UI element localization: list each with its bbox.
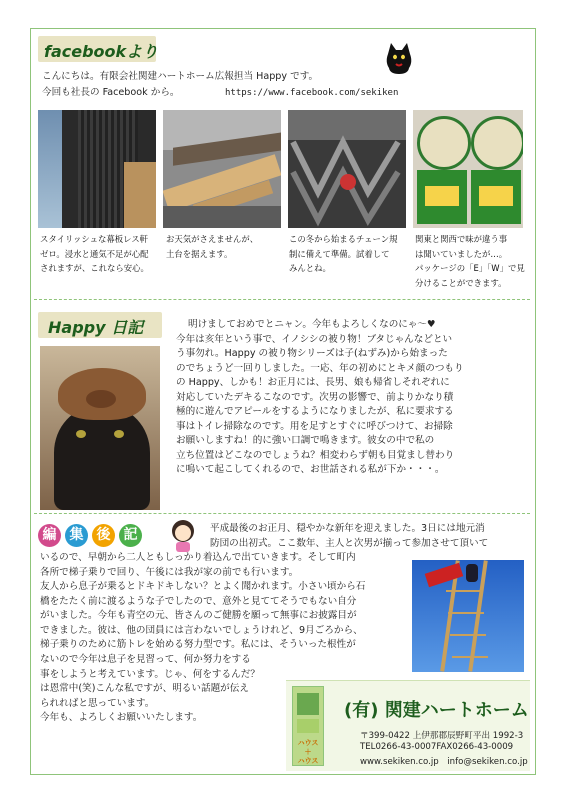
editor-avatar-icon <box>168 518 198 552</box>
facebook-intro-line2: 今回も社長の Facebook から。 <box>42 87 180 98</box>
happy-line: の Happy、しかも！お正月には、長男、娘も帰省しそれぞれに <box>176 377 450 388</box>
ladder-performance-photo <box>412 560 524 672</box>
editor-top-text: 平成最後のお正月、穏やかな新年を迎えました。3日には地元消 防団の出初式。ここ数年、主人と次男が揃って参加させて頂いて <box>210 523 489 549</box>
editor-title-char: 集 <box>65 524 88 547</box>
editor-title-char: 編 <box>38 524 61 547</box>
caption-instant-noodle: 関東と関西で味が違う事 は聞いていましたが…。 パッケージの「E」「W」で見 分けることができます。 <box>415 234 525 288</box>
editor-title <box>38 524 146 547</box>
facebook-title: facebookより <box>44 42 159 61</box>
company-phone-fax: TEL0266-43-0007FAX0266-43-0009 <box>360 742 514 752</box>
happy-line: のでちょうど一回りしました。一応、年の初めにとキメ顔のつもり <box>176 362 464 374</box>
editor-title-char: 後 <box>92 524 115 547</box>
company-name: (有) 関建ハートホーム <box>344 700 529 721</box>
happy-line: 今年は亥年という事で、イノシシの被り物！ブタじゃんなどとい <box>176 333 453 345</box>
happy-line: う事勿れ。Happy の被り物シリーズは子(ねずみ)から始まった <box>176 348 448 359</box>
happy-line: 立ち位置はどこなのでしょうね？相変わらず朝も目覚まし替わり <box>176 449 455 461</box>
happy-line: 明けましておめでとニャン。今年もよろしくなのにゃ〜♥ <box>188 319 436 330</box>
happy-line: 事はトイレ掃除なのです。用を足すとすぐに呼びつけて、お掃除 <box>176 420 453 432</box>
happy-cat-photo <box>40 346 160 510</box>
facebook-url-link[interactable]: https://www.facebook.com/sekiken <box>225 88 399 98</box>
happy-line: 極的に遊んでアピールをするようになりましたが、私に要求する <box>176 406 454 417</box>
editor-mid-text: いるので、早朝から二人ともしっかり着込んで出ていきます。そして町内 各所で梯子乗りで回り、午後には我が家の前でも行います。 友人から息子が乗るとドキドキしない？とよく聞かれます。小さい頃から石 橋をたたく前に渡るような子でしたので、意外と見ててそうでもない自分 がいました。今年も青空の元、皆さんのご健勝を願って無事にお披露目が できました。彼は、他の団員には言わないでしょうけれど、9月ごろから、 梯子乗りのために筋トレを始める努力型です。私には、そういった根性が <box>40 552 366 650</box>
company-logo: ハウス ＋ ハウス <box>292 686 324 766</box>
section-divider-2 <box>34 513 530 514</box>
foundation-beam-photo <box>163 110 281 228</box>
caption-foundation-beam: お天気がさえませんが、 土台を据えます。 <box>166 234 259 259</box>
company-address: 〒399-0422 上伊那郡辰野町平出 1992-3 <box>360 731 524 741</box>
caption-snow-chains: この冬から始まるチェーン規 制に備えて準備。試着して みんとね。 <box>289 234 398 274</box>
section-divider-1 <box>34 299 530 300</box>
happy-line: 対応していたデキるこなのです。次男の影響で、前よりかなり積 <box>176 391 454 403</box>
editor-title-char: 記 <box>119 524 142 547</box>
happy-title: Happy 日記 <box>48 318 144 337</box>
instant-noodle-photo <box>413 110 523 228</box>
building-siding-photo <box>38 110 156 228</box>
black-cat-icon <box>382 40 416 76</box>
happy-line: に鳴いて起こしてくれるので、お世話される私が下か・・・。 <box>176 464 445 475</box>
happy-diary-text <box>176 318 464 478</box>
happy-line: お願いしますね！的に強い口調で鳴きます。彼女の中で私の <box>176 435 435 446</box>
editor-bottom-text: ないので今年は息子を見習って、何か努力をする 事をしようと考えています。じゃ、何をするんだ？ は恩常中(笑)こんな私ですが、明るい話題が伝え られればと思っています。 今年も、よろしくお願いいたします。 <box>40 654 260 723</box>
snow-chains-photo <box>288 110 406 228</box>
caption-building-siding: スタイリッシュな幕板レス軒 ゼロ。浸水と通気不足が心配 されますが、これなら安心。 <box>40 234 149 274</box>
company-web-email-link[interactable]: www.sekiken.co.jp info@sekiken.co.jp <box>360 757 528 767</box>
facebook-intro-line1: こんにちは。有限会社関建ハートホーム広報担当 Happy です。 <box>42 71 319 82</box>
